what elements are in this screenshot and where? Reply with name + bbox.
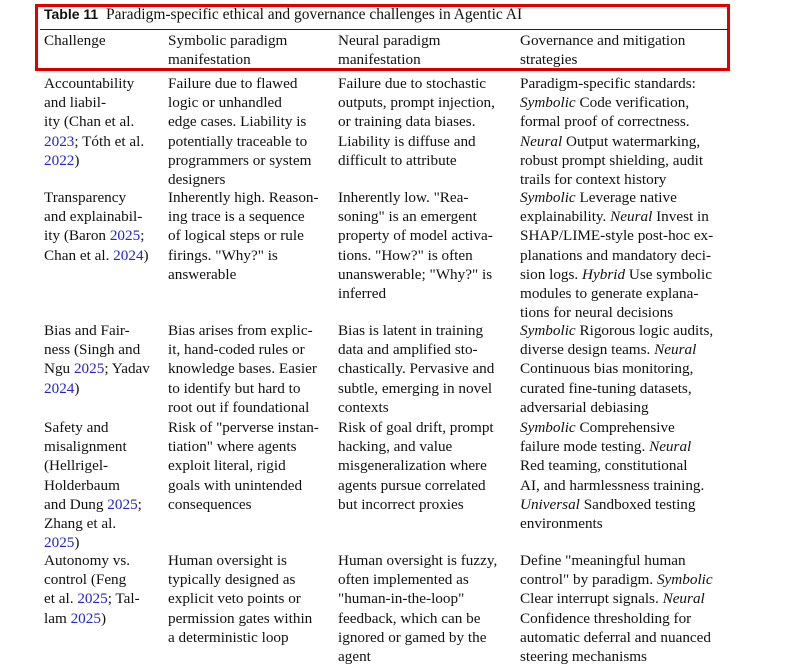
text-segment: ): [100, 609, 107, 627]
text-segment: ness (Singh and: [44, 341, 141, 359]
text-segment: SHAP/LIME-style post-hoc ex-: [520, 227, 714, 245]
cell-neural: [338, 188, 493, 303]
citation-link[interactable]: 2025: [70, 609, 101, 627]
text-segment: ; Tóth et al.: [74, 132, 145, 150]
cell-line: [168, 609, 312, 628]
text-segment: Sandboxed testing: [579, 495, 696, 513]
cell-neural: [338, 551, 497, 666]
text-segment: et al.: [44, 590, 78, 608]
cell-line: [520, 321, 713, 340]
cell-line: [338, 151, 495, 170]
text-segment: Bias and Fair-: [44, 322, 130, 339]
text-segment: Use symbolic: [625, 265, 712, 283]
cell-line: [168, 74, 311, 93]
cell-line: [338, 93, 495, 112]
cell-line: [338, 495, 494, 514]
cell-line: [520, 628, 713, 647]
cell-line: [168, 570, 312, 589]
cell-line: [168, 188, 319, 207]
text-segment: (Hellrigel-: [44, 457, 109, 475]
citation-link[interactable]: 2025: [44, 534, 75, 552]
cell-line: [168, 359, 317, 378]
text-segment: "human-in-the-loop": [338, 590, 465, 608]
cell-line: [44, 533, 142, 552]
cell-line: [168, 170, 311, 189]
cell-line: [338, 74, 495, 93]
text-segment: trails for context history: [520, 171, 667, 189]
text-segment: Red teaming, constitutional: [520, 457, 688, 475]
text-segment: control" by paradigm.: [520, 571, 657, 589]
cell-line: [168, 456, 319, 475]
text-segment: ): [143, 246, 149, 264]
cell-line: [338, 551, 497, 570]
cell-line: [44, 418, 142, 437]
cell-line: [520, 418, 704, 437]
citation-link[interactable]: 2024: [113, 246, 144, 264]
cell-line: [44, 570, 140, 589]
cell-line: [168, 112, 311, 131]
text-segment: exploit literal, rigid: [168, 457, 286, 475]
cell-line: [520, 207, 713, 226]
cell-governance: [520, 74, 703, 189]
text-segment: unanswerable; "Why?" is: [338, 265, 493, 283]
cell-line: [520, 112, 703, 131]
text-segment: strategies: [520, 51, 578, 69]
text-segment: Neural paradigm: [338, 32, 441, 49]
text-segment: manifestation: [168, 51, 251, 69]
paradigm-label: Symbolic: [520, 322, 576, 339]
text-segment: or training data biases.: [338, 113, 476, 131]
cell-line: [44, 151, 144, 170]
header-line: [338, 50, 440, 69]
cell-line: [338, 379, 494, 398]
text-segment: curated fine-tuning datasets,: [520, 379, 692, 397]
cell-line: [44, 93, 144, 112]
cell-line: [168, 340, 317, 359]
cell-line: [168, 437, 319, 456]
text-segment: control (Feng: [44, 571, 127, 589]
text-segment: diverse design teams.: [520, 341, 655, 359]
paradigm-label: Hybrid: [582, 265, 626, 283]
cell-line: [44, 74, 144, 93]
cell-line: [44, 437, 142, 456]
cell-line: [520, 226, 713, 245]
cell-line: [520, 284, 713, 303]
header-line: [168, 31, 287, 50]
text-segment: Human oversight is fuzzy,: [338, 552, 498, 569]
citation-link[interactable]: 2025: [109, 227, 141, 245]
cell-line: [168, 207, 319, 226]
text-segment: logic or unhandled: [168, 94, 282, 112]
citation-link[interactable]: 2025: [107, 495, 138, 513]
cell-line: [44, 246, 149, 265]
text-segment: lam: [44, 609, 71, 627]
text-segment: it, hand-coded rules or: [168, 341, 305, 359]
cell-line: [520, 74, 703, 93]
cell-neural: [338, 74, 495, 170]
text-segment: and liabil-: [44, 94, 106, 112]
text-segment: Failure due to stochastic: [338, 75, 487, 92]
text-segment: Accountability: [44, 75, 135, 92]
text-segment: programmers or system: [168, 151, 312, 169]
cell-line: [520, 398, 713, 417]
text-segment: Bias is latent in training: [338, 322, 484, 339]
text-segment: Paradigm-specific standards:: [520, 75, 696, 92]
text-segment: Leverage native: [575, 189, 677, 206]
text-segment: Challenge: [44, 32, 106, 49]
text-segment: outputs, prompt injection,: [338, 94, 495, 112]
text-segment: soning" is an emergent: [338, 208, 477, 226]
cell-line: [168, 246, 319, 265]
cell-line: [168, 418, 319, 437]
cell-line: [520, 514, 704, 533]
cell-line: [44, 188, 149, 207]
text-segment: Transparency: [44, 189, 127, 206]
text-segment: ): [74, 151, 80, 169]
cell-line: [338, 437, 494, 456]
text-segment: environments: [520, 515, 603, 533]
text-segment: but incorrect proxies: [338, 495, 464, 513]
cell-symbolic: [168, 321, 317, 417]
citation-link[interactable]: 2022: [44, 151, 75, 169]
cell-line: [44, 514, 142, 533]
text-segment: a deterministic loop: [168, 628, 289, 646]
text-segment: ): [74, 534, 80, 552]
cell-line: [520, 132, 703, 151]
text-segment: and Dung: [44, 495, 108, 513]
text-segment: ; Tal-: [107, 590, 140, 608]
cell-line: [338, 418, 494, 437]
text-segment: Holderbaum: [44, 476, 120, 494]
cell-line: [338, 265, 493, 284]
text-segment: goals with unintended: [168, 476, 303, 494]
cell-line: [168, 589, 312, 608]
citation-link[interactable]: 2025: [73, 360, 105, 378]
cell-line: [168, 321, 317, 340]
text-segment: answerable: [168, 265, 237, 283]
cell-line: [168, 495, 319, 514]
cell-line: [520, 359, 713, 378]
text-segment: ignored or gamed by the: [338, 628, 487, 646]
cell-line: [520, 570, 713, 589]
text-segment: Invest in: [652, 208, 709, 226]
cell-line: [338, 188, 493, 207]
text-segment: Risk of "perverse instan-: [168, 419, 319, 436]
text-segment: data and amplified sto-: [338, 341, 478, 359]
text-segment: Code verification,: [575, 94, 690, 112]
cell-line: [338, 476, 494, 495]
text-segment: Failure due to flawed: [168, 75, 298, 92]
text-segment: ity (Baron: [44, 227, 110, 245]
table-caption-text: Paradigm-specific ethical and governance challenges in Agentic AI: [105, 6, 523, 23]
cell-challenge: [44, 74, 144, 170]
paradigm-label: Neural: [649, 438, 692, 456]
paradigm-label: Neural: [654, 341, 697, 359]
header-line: [44, 31, 106, 50]
cell-line: [520, 188, 713, 207]
text-segment: Define "meaningful human: [520, 552, 686, 569]
text-segment: Comprehensive: [575, 419, 675, 436]
cell-line: [338, 589, 497, 608]
text-segment: Bias arises from explic-: [168, 322, 313, 339]
text-segment: steering mechanisms: [520, 648, 647, 666]
text-segment: Risk of goal drift, prompt: [338, 419, 494, 436]
cell-line: [44, 340, 150, 359]
text-segment: knowledge bases. Easier: [168, 360, 317, 378]
header-top-rule: [40, 29, 728, 30]
citation-link[interactable]: 2023: [44, 132, 75, 150]
cell-line: [520, 303, 713, 322]
text-segment: Clear interrupt signals.: [520, 590, 663, 608]
text-segment: agent: [338, 648, 371, 666]
text-segment: Governance and mitigation: [520, 32, 686, 49]
cell-line: [520, 609, 713, 628]
cell-line: [44, 551, 140, 570]
text-segment: subtle, emerging in novel: [338, 379, 493, 397]
text-segment: manifestation: [338, 51, 421, 69]
text-segment: automatic deferral and nuanced: [520, 628, 712, 646]
cell-line: [520, 476, 704, 495]
text-segment: modules to generate explana-: [520, 285, 699, 303]
cell-line: [44, 132, 144, 151]
cell-line: [338, 647, 497, 666]
cell-line: [520, 93, 703, 112]
cell-line: [338, 398, 494, 417]
cell-line: [168, 551, 312, 570]
header-line: [520, 31, 685, 50]
cell-line: [168, 151, 311, 170]
text-segment: inferred: [338, 285, 387, 303]
text-segment: tiation" where agents: [168, 438, 297, 456]
cell-governance: [520, 418, 704, 533]
cell-line: [44, 609, 140, 628]
text-segment: difficult to attribute: [338, 151, 457, 169]
paradigm-label: Symbolic: [520, 94, 576, 112]
cell-line: [168, 476, 319, 495]
cell-line: [44, 321, 150, 340]
text-segment: typically designed as: [168, 571, 296, 589]
paradigm-label: Neural: [610, 208, 653, 226]
text-segment: adversarial debiasing: [520, 398, 649, 416]
text-segment: tions for neural decisions: [520, 304, 674, 322]
cell-line: [520, 551, 713, 570]
cell-governance: [520, 551, 713, 666]
text-segment: formal proof of correctness.: [520, 113, 690, 131]
text-segment: Output watermarking,: [562, 132, 701, 150]
text-segment: ): [74, 379, 80, 397]
text-segment: Safety and: [44, 419, 109, 436]
header-cell-challenge: [44, 31, 106, 50]
text-segment: sion logs.: [520, 265, 583, 283]
text-segment: robust prompt shielding, audit: [520, 151, 704, 169]
text-segment: Zhang et al.: [44, 515, 117, 533]
paradigm-label: Symbolic: [520, 189, 576, 206]
text-segment: agents pursue correlated: [338, 476, 486, 494]
cell-line: [44, 226, 149, 245]
header-line: [520, 50, 685, 69]
cell-line: [520, 340, 713, 359]
cell-line: [168, 398, 317, 417]
citation-link[interactable]: 2025: [77, 590, 108, 608]
cell-line: [44, 207, 149, 226]
cell-challenge: [44, 188, 149, 265]
text-segment: Rigorous logic audits,: [575, 322, 714, 339]
text-segment: root out if foundational: [168, 398, 310, 416]
text-segment: chastically. Pervasive and: [338, 360, 495, 378]
cell-line: [338, 284, 493, 303]
text-segment: Liability is diffuse and: [338, 132, 476, 150]
cell-line: [44, 359, 150, 378]
text-segment: misgeneralization where: [338, 457, 487, 475]
cell-line: [338, 226, 493, 245]
cell-line: [338, 628, 497, 647]
text-segment: tions. "How?" is often: [338, 246, 473, 264]
text-segment: property of model activa-: [338, 227, 493, 245]
text-segment: designers: [168, 171, 226, 189]
text-segment: hacking, and value: [338, 438, 453, 456]
text-segment: often implemented as: [338, 571, 469, 589]
cell-line: [44, 112, 144, 131]
cell-line: [168, 628, 312, 647]
cell-line: [44, 456, 142, 475]
text-segment: and explainabil-: [44, 208, 143, 226]
header-cell-governance: [520, 31, 685, 69]
cell-line: [44, 379, 150, 398]
text-segment: consequences: [168, 495, 252, 513]
header-cell-symbolic: [168, 31, 287, 69]
cell-challenge: [44, 321, 150, 398]
cell-symbolic: [168, 188, 319, 284]
text-segment: Autonomy vs.: [44, 552, 131, 569]
text-segment: ; Yadav: [104, 360, 150, 378]
text-segment: feedback, which can be: [338, 609, 481, 627]
cell-line: [338, 456, 494, 475]
text-segment: Chan et al.: [44, 246, 114, 264]
text-segment: explicit veto points or: [168, 590, 301, 608]
text-segment: Confidence thresholding for: [520, 609, 692, 627]
text-segment: ing trace is a sequence: [168, 208, 305, 226]
cell-line: [338, 570, 497, 589]
text-segment: Symbolic paradigm: [168, 32, 288, 49]
cell-line: [338, 359, 494, 378]
paradigm-label: Neural: [662, 590, 705, 608]
text-segment: planations and mandatory deci-: [520, 246, 712, 264]
text-segment: explainability.: [520, 208, 611, 226]
cell-line: [44, 589, 140, 608]
cell-line: [520, 437, 704, 456]
cell-neural: [338, 321, 494, 417]
table-label: Table 11: [44, 6, 99, 22]
text-segment: firings. "Why?" is: [168, 246, 278, 264]
cell-line: [520, 456, 704, 475]
cell-line: [520, 589, 713, 608]
text-segment: ;: [137, 495, 142, 513]
cell-line: [520, 151, 703, 170]
cell-line: [168, 265, 319, 284]
text-segment: ity (Chan et al.: [44, 113, 135, 131]
text-segment: contexts: [338, 398, 389, 416]
cell-line: [338, 112, 495, 131]
text-segment: Inherently high. Reason-: [168, 189, 319, 206]
cell-line: [520, 647, 713, 666]
text-segment: edge cases. Liability is: [168, 113, 307, 131]
cell-line: [168, 226, 319, 245]
cell-symbolic: [168, 551, 312, 647]
paradigm-label: Neural: [520, 132, 563, 150]
cell-line: [338, 321, 494, 340]
text-segment: Inherently low. "Rea-: [338, 189, 469, 206]
cell-line: [520, 379, 713, 398]
citation-link[interactable]: 2024: [44, 379, 75, 397]
table-caption: [44, 6, 522, 24]
cell-line: [338, 609, 497, 628]
paradigm-label: Universal: [520, 495, 580, 513]
cell-challenge: [44, 551, 140, 628]
cell-line: [338, 207, 493, 226]
text-segment: Human oversight is: [168, 552, 287, 569]
text-segment: Ngu: [44, 360, 74, 378]
cell-line: [520, 170, 703, 189]
text-segment: to identify but hard to: [168, 379, 301, 397]
cell-symbolic: [168, 418, 319, 514]
text-segment: Continuous bias monitoring,: [520, 360, 694, 378]
cell-governance: [520, 321, 713, 417]
cell-symbolic: [168, 74, 311, 189]
paradigm-label: Symbolic: [520, 419, 576, 436]
cell-line: [338, 132, 495, 151]
text-segment: failure mode testing.: [520, 438, 650, 456]
cell-neural: [338, 418, 494, 514]
text-segment: of logical steps or rule: [168, 227, 304, 245]
header-line: [168, 50, 287, 69]
text-segment: AI, and harmlessness training.: [520, 476, 705, 494]
cell-challenge: [44, 418, 142, 552]
cell-line: [338, 246, 493, 265]
cell-line: [168, 132, 311, 151]
cell-line: [44, 495, 142, 514]
cell-line: [168, 379, 317, 398]
header-line: [338, 31, 440, 50]
cell-governance: [520, 188, 713, 322]
paradigm-label: Symbolic: [656, 571, 713, 589]
cell-line: [44, 476, 142, 495]
cell-line: [338, 340, 494, 359]
cell-line: [520, 246, 713, 265]
text-segment: ;: [140, 227, 145, 245]
cell-line: [520, 265, 713, 284]
text-segment: misalignment: [44, 438, 127, 456]
cell-line: [168, 93, 311, 112]
text-segment: potentially traceable to: [168, 132, 308, 150]
text-segment: permission gates within: [168, 609, 313, 627]
cell-line: [520, 495, 704, 514]
header-cell-neural: [338, 31, 440, 69]
